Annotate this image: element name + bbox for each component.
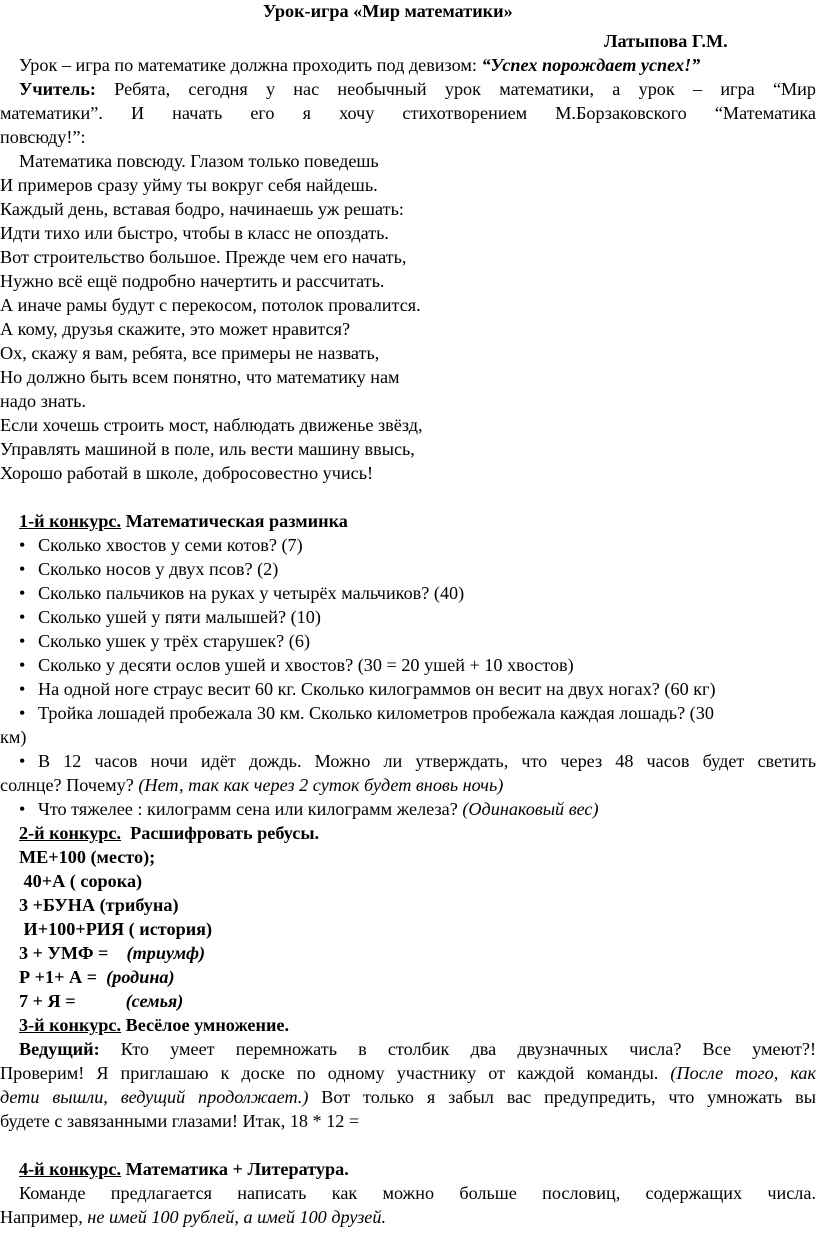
bullet-icon: • bbox=[19, 535, 26, 555]
motto: “Успех порождает успех!” bbox=[481, 55, 701, 75]
contest1-label: 1-й конкурс. bbox=[19, 511, 122, 531]
bullet-icon: • bbox=[19, 751, 26, 771]
host-label: Ведущий: bbox=[19, 1039, 100, 1059]
contest3-text: Вот только я забыл вас предупредить, что умножать вы bbox=[308, 1087, 816, 1107]
rebus-question: 7 + Я = bbox=[19, 991, 126, 1011]
bullet-icon: • bbox=[19, 583, 26, 603]
rebus-line bbox=[19, 990, 816, 1013]
teacher-line-3: повсюду!”: bbox=[0, 127, 86, 147]
contest4-line-1: Команде предлагается написать как можно больше пословиц, содержащих числа. bbox=[19, 1183, 816, 1203]
intro-text: Урок – игра по математике должна проходить под девизом: bbox=[19, 55, 482, 75]
contest3-remark: (После того, как bbox=[670, 1063, 816, 1083]
poem-line: Если хочешь строить мост, наблюдать движенье звёзд, bbox=[0, 415, 423, 435]
contest3-line-1 bbox=[19, 1038, 816, 1061]
rebus-line: 3 +БУНА (трибуна) bbox=[19, 895, 179, 915]
contest2-heading bbox=[19, 822, 816, 845]
question-text: Сколько у десяти ослов ушей и хвостов? (30 = 20 ушей + 10 хвостов) bbox=[38, 655, 574, 675]
question-text: В 12 часов ночи идёт дождь. Можно ли утверждать, что через 48 часов будет светить bbox=[38, 751, 816, 771]
poem-line: Нужно всё ещё подробно начертить и рассчитать. bbox=[0, 271, 385, 291]
poem-line: Но должно быть всем понятно, что математику нам bbox=[0, 367, 400, 387]
contest3-heading bbox=[19, 1014, 816, 1037]
contest3-title: Весёлое умножение. bbox=[121, 1015, 290, 1035]
bullet-icon: • bbox=[19, 703, 26, 723]
rebus-line: И+100+РИЯ ( история) bbox=[19, 919, 213, 939]
contest4-label: 4-й конкурс. bbox=[19, 1159, 122, 1179]
poem-line: Управлять машиной в поле, иль вести машину ввысь, bbox=[0, 439, 415, 459]
question-text: На одной ноге страус весит 60 кг. Сколько килограммов он весит на двух ногах? (60 кг) bbox=[38, 679, 716, 699]
contest4-title: Математика + Литература. bbox=[121, 1159, 349, 1179]
contest3-text: Проверим! Я приглашаю к доске по одному участнику от каждой команды. bbox=[0, 1063, 671, 1083]
question-text: Что тяжелее : килограмм сена или килограмм железа? bbox=[38, 799, 463, 819]
bullet-icon: • bbox=[19, 679, 26, 699]
poem-line: Ох, скажу я вам, ребята, все примеры не назвать, bbox=[0, 343, 380, 363]
question-text: солнце? Почему? bbox=[0, 775, 139, 795]
bullet-icon: • bbox=[19, 559, 26, 579]
contest3-text: Кто умеет перемножать в столбик два двузначных числа? Все умеют?! bbox=[120, 1039, 816, 1059]
question-continuation bbox=[0, 774, 816, 797]
contest3-line-4: будете с завязанными глазами! Итак, 18 * 12 = bbox=[0, 1111, 360, 1131]
teacher-text-1: Ребята, сегодня у нас необычный урок математики, а урок – игра “Мир bbox=[114, 79, 816, 99]
contest1-heading bbox=[19, 510, 816, 533]
bullet-icon: • bbox=[19, 607, 26, 627]
teacher-label: Учитель: bbox=[19, 79, 96, 99]
rebus-line: 40+А ( сорока) bbox=[19, 871, 143, 891]
poem-line: А иначе рамы будут с перекосом, потолок провалится. bbox=[0, 295, 421, 315]
rebus-answer: (семья) bbox=[125, 991, 184, 1011]
contest3-label: 3-й конкурс. bbox=[19, 1015, 122, 1035]
poem-line: Математика повсюду. Глазом только поведешь bbox=[19, 151, 379, 171]
contest4-example: , не имей 100 рублей, а имей 100 друзей. bbox=[78, 1207, 387, 1227]
contest3-line-3 bbox=[0, 1086, 816, 1109]
question-text: Тройка лошадей пробежала 30 км. Сколько километров пробежала каждая лошадь? (30 bbox=[38, 703, 714, 723]
contest4-text: Например bbox=[0, 1207, 79, 1227]
poem-line: Идти тихо или быстро, чтобы в класс не опоздать. bbox=[0, 223, 389, 243]
teacher-line-2: математики”. И начать его я хочу стихотворением М.Борзаковского “Математика bbox=[0, 103, 816, 123]
contest4-heading bbox=[19, 1158, 816, 1181]
contest1-title: Математическая разминка bbox=[121, 511, 348, 531]
contest2-label: 2-й конкурс. bbox=[19, 823, 122, 843]
question-text: Сколько носов у двух псов? (2) bbox=[38, 559, 279, 579]
poem-line: Вот строительство большое. Прежде чем его начать, bbox=[0, 247, 407, 267]
bullet-icon: • bbox=[19, 631, 26, 651]
poem-line: Хорошо работай в школе, добросовестно учись! bbox=[0, 463, 374, 483]
rebus-line bbox=[19, 942, 816, 965]
contest2-title: Расшифровать ребусы. bbox=[121, 823, 320, 843]
author-name: Латыпова Г.М. bbox=[604, 31, 728, 51]
rebus-answer: (родина) bbox=[106, 967, 175, 987]
rebus-question: 3 + УМФ = bbox=[19, 943, 127, 963]
rebus-line bbox=[19, 966, 816, 989]
contest3-remark: дети вышли, ведущий продолжает.) bbox=[0, 1087, 309, 1107]
question-continuation: км) bbox=[0, 727, 27, 747]
question-line bbox=[38, 798, 816, 821]
contest3-line-2 bbox=[0, 1062, 816, 1085]
rebus-line: МЕ+100 (место); bbox=[19, 847, 156, 867]
question-text: Сколько хвостов у семи котов? (7) bbox=[38, 535, 303, 555]
poem-line: надо знать. bbox=[0, 391, 87, 411]
question-text: Сколько пальчиков на руках у четырёх мальчиков? (40) bbox=[38, 583, 465, 603]
teacher-line-1 bbox=[19, 78, 816, 101]
answer-text: (Одинаковый вес) bbox=[462, 799, 599, 819]
intro-paragraph bbox=[19, 54, 816, 77]
poem-line: И примеров сразу уйму ты вокруг себя найдешь. bbox=[0, 175, 378, 195]
poem-line: Каждый день, вставая бодро, начинаешь уж решать: bbox=[0, 199, 404, 219]
answer-text: (Нет, так как через 2 суток будет вновь ночь) bbox=[138, 775, 504, 795]
poem-line: А кому, друзья скажите, это может нравится? bbox=[0, 319, 351, 339]
question-text: Сколько ушей у пяти малышей? (10) bbox=[38, 607, 321, 627]
bullet-icon: • bbox=[19, 799, 26, 819]
question-text: Сколько ушек у трёх старушек? (6) bbox=[38, 631, 310, 651]
rebus-question: Р +1+ А = bbox=[19, 967, 107, 987]
contest4-line-2 bbox=[0, 1206, 816, 1229]
document-title: Урок-игра «Мир математики» bbox=[263, 1, 513, 21]
bullet-icon: • bbox=[19, 655, 26, 675]
rebus-answer: (триумф) bbox=[126, 943, 206, 963]
